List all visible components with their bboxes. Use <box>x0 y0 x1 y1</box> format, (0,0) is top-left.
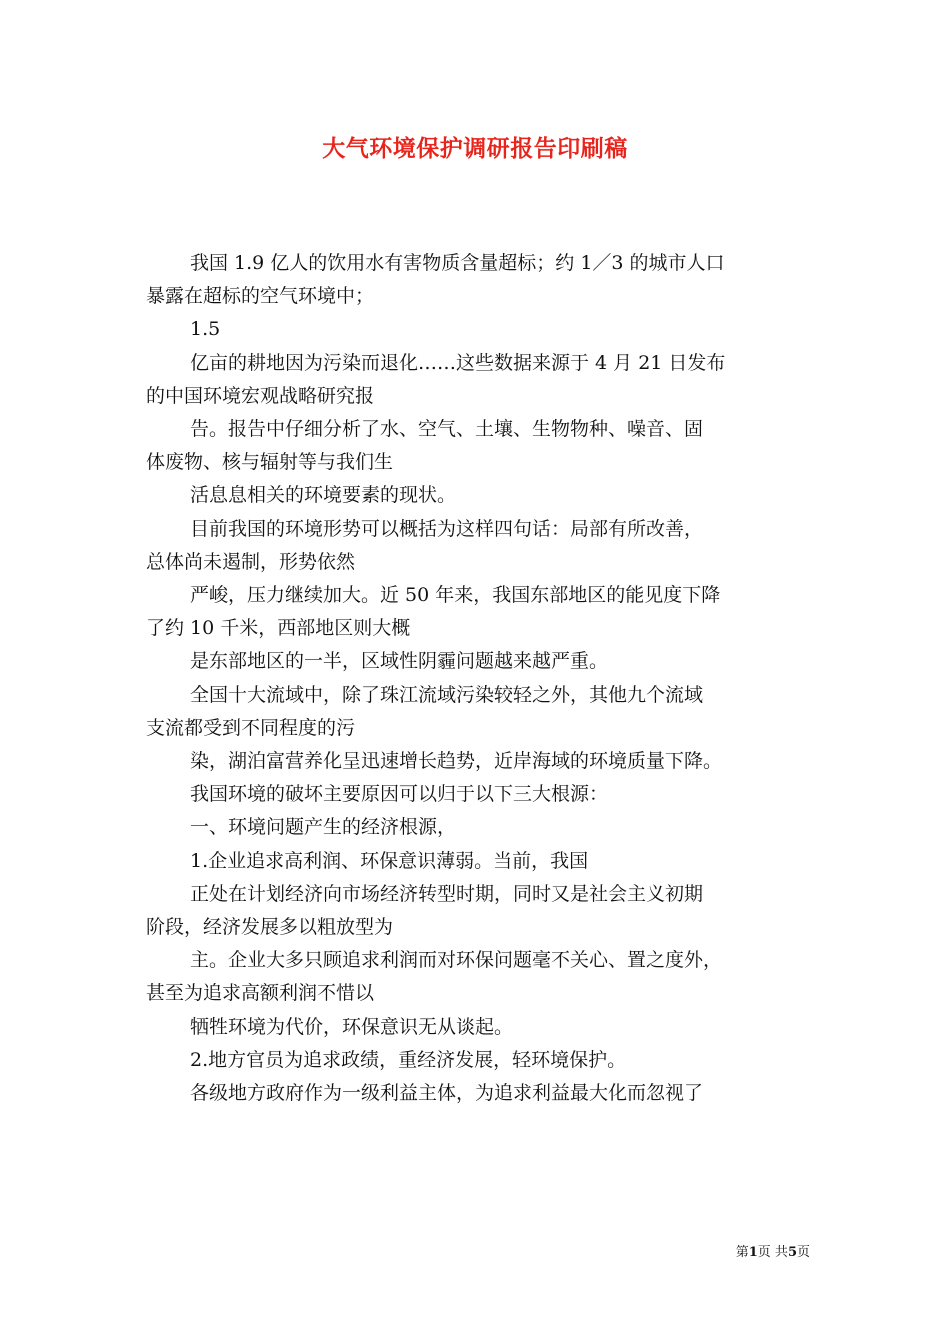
text-line: 活息息相关的环境要素的现状。 <box>190 484 457 507</box>
text-line: 牺牲环境为代价，环保意识无从谈起。 <box>190 1015 514 1038</box>
footer-suffix: 页 <box>796 1245 810 1260</box>
footer-middle: 页 共 <box>757 1245 788 1260</box>
text-line: 目前我国的环境形势可以概括为这样四句话：局部有所改善， <box>190 517 704 540</box>
text-line: 严峻，压力继续加大。近 50 年来，我国东部地区的能见度下降 <box>190 584 721 607</box>
text-line: 1.5 <box>190 318 221 341</box>
text-line: 体废物、核与辐射等与我们生 <box>146 451 394 474</box>
text-line: 阶段，经济发展多以粗放型为 <box>146 916 394 939</box>
text-line: 支流都受到不同程度的污 <box>146 716 356 739</box>
text-line: 甚至为追求高额利润不惜以 <box>146 982 375 1005</box>
text-line: 正处在计划经济向市场经济转型时期，同时又是社会主义初期 <box>190 882 704 905</box>
footer-current-page: 1 <box>748 1245 758 1260</box>
document-body <box>146 247 816 1110</box>
footer-prefix: 第 <box>735 1245 749 1260</box>
text-line: 主。企业大多只顾追求利润而对环保问题毫不关心、置之度外， <box>190 949 723 972</box>
text-line: 告。报告中仔细分析了水、空气、土壤、生物物种、噪音、固 <box>190 418 704 441</box>
footer-total-pages: 5 <box>787 1245 797 1260</box>
text-line: 亿亩的耕地因为污染而退化……这些数据来源于 4 月 21 日发布 <box>190 351 726 374</box>
text-line: 2.地方官员为追求政绩，重经济发展，轻环境保护。 <box>190 1048 627 1071</box>
text-line: 全国十大流域中，除了珠江流域污染较轻之外，其他九个流域 <box>190 683 704 706</box>
text-line: 一、环境问题产生的经济根源， <box>190 816 457 839</box>
text-line: 了约 10 千米，西部地区则大概 <box>146 617 411 640</box>
text-line: 总体尚未遏制，形势依然 <box>146 550 356 573</box>
text-line: 1.企业追求高利润、环保意识薄弱。当前，我国 <box>190 849 589 872</box>
text-line: 各级地方政府作为一级利益主体，为追求利益最大化而忽视了 <box>190 1082 704 1105</box>
text-line: 是东部地区的一半，区域性阴霾问题越来越严重。 <box>190 650 609 673</box>
text-line: 我国环境的破坏主要原因可以归于以下三大根源： <box>190 783 609 806</box>
text-line: 暴露在超标的空气环境中； <box>146 285 375 308</box>
page-footer <box>690 1244 810 1262</box>
text-line: 染，湖泊富营养化呈迅速增长趋势，近岸海域的环境质量下降。 <box>190 750 723 773</box>
document-title: 大气环境保护调研报告印刷稿 <box>322 135 628 162</box>
text-line: 的中国环境宏观战略研究报 <box>146 384 375 407</box>
text-line: 我国 1.9 亿人的饮用水有害物质含量超标；约 1／3 的城市人口 <box>190 252 725 274</box>
